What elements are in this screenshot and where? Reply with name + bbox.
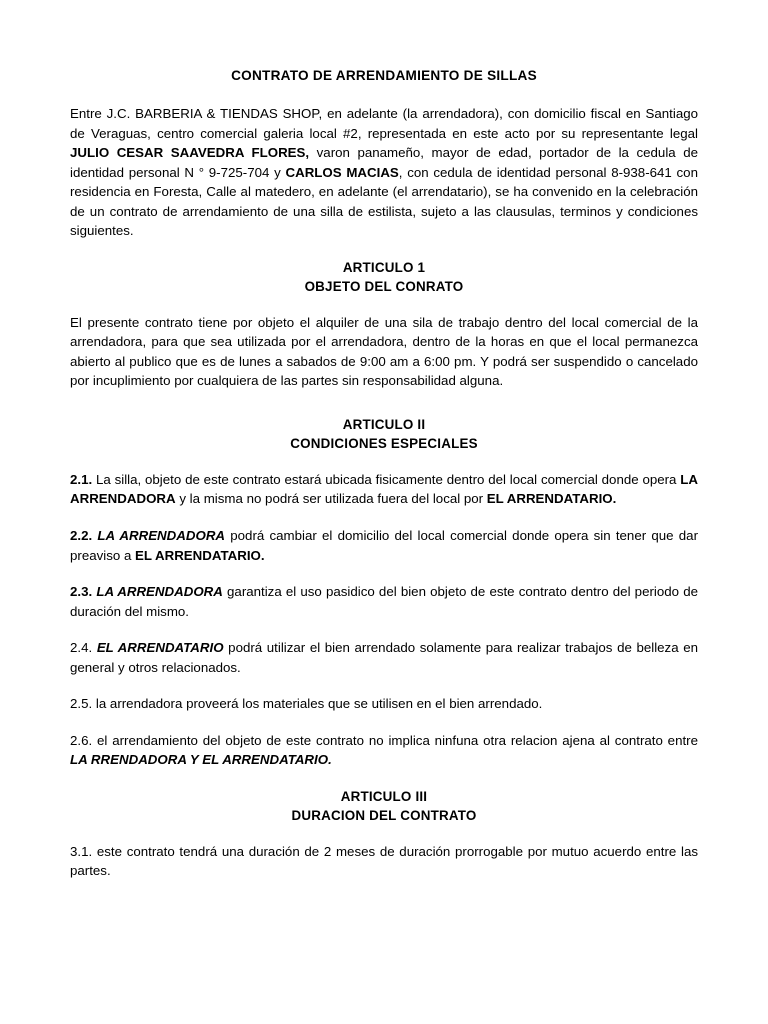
document-title: CONTRATO DE ARRENDAMIENTO DE SILLAS bbox=[231, 68, 537, 83]
clause-3-1-segment-1: este contrato tendrá una duración de 2 meses de duración prorrogable por mutuo acuerdo entre las partes. bbox=[70, 843, 698, 879]
article-3-name: DURACION DEL CONTRATO bbox=[291, 807, 477, 823]
clause-2-5 bbox=[70, 694, 698, 714]
clause-2-2 bbox=[70, 526, 698, 565]
clause-2-6-number: 2.6. bbox=[70, 732, 93, 748]
article-3-number: ARTICULO III bbox=[340, 788, 428, 804]
clause-2-2-number: 2.2. bbox=[70, 528, 93, 544]
clause-2-1-segment-2: y la misma no podrá ser utilizada fuera del local por bbox=[175, 491, 487, 507]
clause-2-1-emphasis-2: EL ARRENDATARIO. bbox=[486, 491, 617, 507]
clause-2-2-segment-1: podrá cambiar el domicilio del local comercial donde opera sin tener que dar preaviso a bbox=[70, 528, 698, 563]
clause-2-3-segment-1: garantiza el uso pasidico del bien objeto de este contrato dentro del periodo de duración del mismo. bbox=[70, 584, 698, 619]
party-name-lessor-rep: JULIO CESAR SAAVEDRA FLORES, bbox=[70, 145, 310, 161]
clause-2-2-emphasis-2: EL ARRENDATARIO. bbox=[135, 547, 265, 563]
clause-2-1-emphasis-1: LA ARRENDADORA bbox=[70, 471, 698, 507]
party-name-lessee: CARLOS MACIAS bbox=[285, 164, 399, 180]
preamble-paragraph bbox=[70, 104, 698, 241]
preamble-segment-1: Entre J.C. BARBERIA & TIENDAS SHOP, en adelante (la arrendadora), con domicilio fiscal en Santiago de Veraguas, centro comercial galeria local #2, representada en este acto por su representante legal bbox=[70, 105, 698, 141]
clause-2-2-emphasis-1: LA ARRENDADORA bbox=[97, 528, 226, 544]
article-3-heading bbox=[70, 787, 698, 825]
article-1-number: ARTICULO 1 bbox=[342, 259, 426, 275]
article-2-heading bbox=[70, 415, 698, 453]
clause-3-1-number: 3.1. bbox=[70, 843, 93, 859]
document-body bbox=[70, 68, 698, 881]
clause-2-4-emphasis-1: EL ARRENDATARIO bbox=[96, 640, 224, 656]
clause-2-1-segment-1: La silla, objeto de este contrato estará ubicada fisicamente dentro del local comercial donde opera bbox=[92, 471, 681, 487]
article-2-number: ARTICULO II bbox=[342, 416, 426, 432]
article-1-paragraph: El presente contrato tiene por objeto el alquiler de una sila de trabajo dentro del local comercial de la arrendadora, para que sea utilizada por el arrendadora, dentro de la horas en que el local permanezca abierto al publico que es de lunes a sabados de 9:00 am a 6:00 pm. Y podrá ser suspendido o cancelado por incuplimiento por cualquiera de las partes sin responsabilidad alguna. bbox=[70, 314, 698, 389]
article-2-name: CONDICIONES ESPECIALES bbox=[290, 435, 478, 451]
clause-2-3 bbox=[70, 582, 698, 621]
clause-3-1 bbox=[70, 842, 698, 881]
clause-2-6-segment-1: el arrendamiento del objeto de este contrato no implica ninfuna otra relacion ajena al contrato entre bbox=[92, 732, 698, 748]
clause-2-6 bbox=[70, 731, 698, 770]
preamble-segment-3: , con cedula de identidad personal 8-938-641 con residencia en Foresta, Calle al matedero, en adelante (el arrendatario), se ha convenido en la celebración de un contrato de arrendamiento de una silla de estilista, sujeto a las clausulas, terminos y condiciones siguientes. bbox=[70, 164, 698, 239]
clause-2-5-number: 2.5. bbox=[70, 696, 93, 712]
clause-2-4-segment-1: podrá utilizar el bien arrendado solamente para realizar trabajos de belleza en general y otros relacionados. bbox=[70, 640, 699, 675]
clause-2-4 bbox=[70, 638, 698, 677]
preamble-segment-2: varon panameño, mayor de edad, portador de la cedula de identidad personal N ° 9-725-704 y bbox=[70, 145, 699, 180]
clause-2-4-number: 2.4. bbox=[70, 640, 93, 656]
clause-2-3-emphasis-1: LA ARRENDADORA bbox=[96, 584, 223, 600]
clause-2-1-number: 2.1. bbox=[70, 471, 93, 487]
clause-2-6-emphasis-1: LA RRENDADORA Y EL ARRENDATARIO. bbox=[70, 752, 332, 768]
article-1-name: OBJETO DEL CONRATO bbox=[304, 278, 464, 294]
article-1-heading bbox=[70, 258, 698, 296]
clause-2-3-number: 2.3. bbox=[70, 584, 93, 600]
clause-2-1 bbox=[70, 470, 698, 509]
clause-2-5-segment-1: la arrendadora proveerá los materiales que se utilisen en el bien arrendado. bbox=[92, 696, 543, 712]
